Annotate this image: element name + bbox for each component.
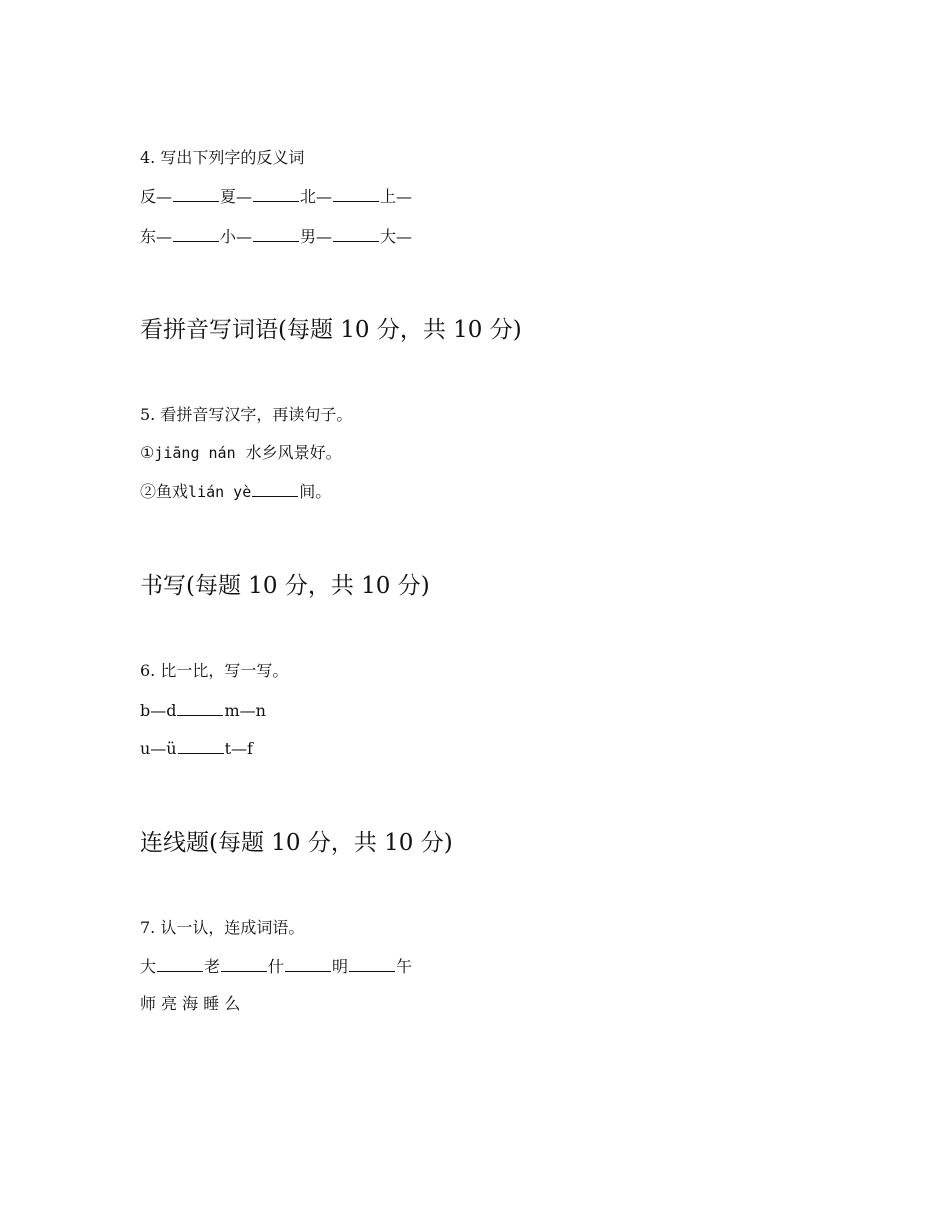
answer-blank[interactable] bbox=[252, 481, 298, 497]
pinyin-text: lián yè bbox=[188, 483, 252, 501]
match-char: 大 bbox=[140, 957, 157, 976]
q7-bottom-row: 师 亮 海 睡 么 bbox=[140, 994, 241, 1013]
match-char: 明 bbox=[332, 957, 349, 976]
match-char: 老 bbox=[204, 957, 221, 976]
letter-pair: t—f bbox=[224, 739, 253, 758]
answer-blank[interactable] bbox=[349, 956, 395, 972]
section-heading-matching: 连线题(每题 10 分，共 10 分) bbox=[140, 830, 453, 856]
letter-pair: u—ü bbox=[140, 739, 177, 758]
section-heading-writing: 书写(每题 10 分，共 10 分) bbox=[140, 573, 430, 599]
pinyin-text: jiāng nán bbox=[154, 444, 236, 462]
answer-blank[interactable] bbox=[333, 186, 379, 202]
answer-blank[interactable] bbox=[178, 738, 224, 754]
answer-blank[interactable] bbox=[253, 226, 299, 242]
section-heading-pinyin: 看拼音写词语(每题 10 分，共 10 分) bbox=[140, 317, 522, 343]
q4-word: 男— bbox=[300, 227, 333, 246]
answer-blank[interactable] bbox=[221, 956, 267, 972]
q5-line-2 bbox=[140, 481, 331, 502]
q4-word: 反— bbox=[140, 187, 173, 206]
q4-row-1 bbox=[140, 186, 412, 207]
q4-word: 北— bbox=[300, 187, 333, 206]
q4-word: 东— bbox=[140, 227, 173, 246]
q4-word: 上— bbox=[380, 187, 413, 206]
answer-blank[interactable] bbox=[253, 186, 299, 202]
sentence-end: 间。 bbox=[299, 482, 332, 501]
match-char: 午 bbox=[396, 957, 413, 976]
q5-line-1 bbox=[140, 443, 342, 463]
question-6-title: 6. 比一比，写一写。 bbox=[140, 661, 289, 680]
question-7-title: 7. 认一认，连成词语。 bbox=[140, 918, 305, 937]
answer-blank[interactable] bbox=[177, 700, 223, 716]
circled-number-1: ① bbox=[140, 443, 155, 462]
letter-pair: b—d bbox=[140, 701, 177, 720]
match-char: 什 bbox=[268, 957, 285, 976]
answer-blank[interactable] bbox=[333, 226, 379, 242]
answer-blank[interactable] bbox=[157, 956, 203, 972]
q4-row-2 bbox=[140, 226, 412, 247]
q6-row-2 bbox=[140, 738, 253, 759]
answer-blank[interactable] bbox=[173, 226, 219, 242]
q4-word: 夏— bbox=[220, 187, 253, 206]
question-5-title: 5. 看拼音写汉字，再读句子。 bbox=[140, 405, 353, 424]
answer-blank[interactable] bbox=[285, 956, 331, 972]
sentence-text: 水乡风景好。 bbox=[245, 443, 342, 462]
q7-top-row bbox=[140, 956, 412, 977]
question-4-title: 4. 写出下列字的反义词 bbox=[140, 148, 305, 167]
answer-blank[interactable] bbox=[173, 186, 219, 202]
sentence-start: ②鱼戏 bbox=[140, 482, 189, 501]
q6-row-1 bbox=[140, 700, 266, 721]
letter-pair: m—n bbox=[224, 701, 266, 720]
q4-word: 大— bbox=[380, 227, 413, 246]
q4-word: 小— bbox=[220, 227, 253, 246]
